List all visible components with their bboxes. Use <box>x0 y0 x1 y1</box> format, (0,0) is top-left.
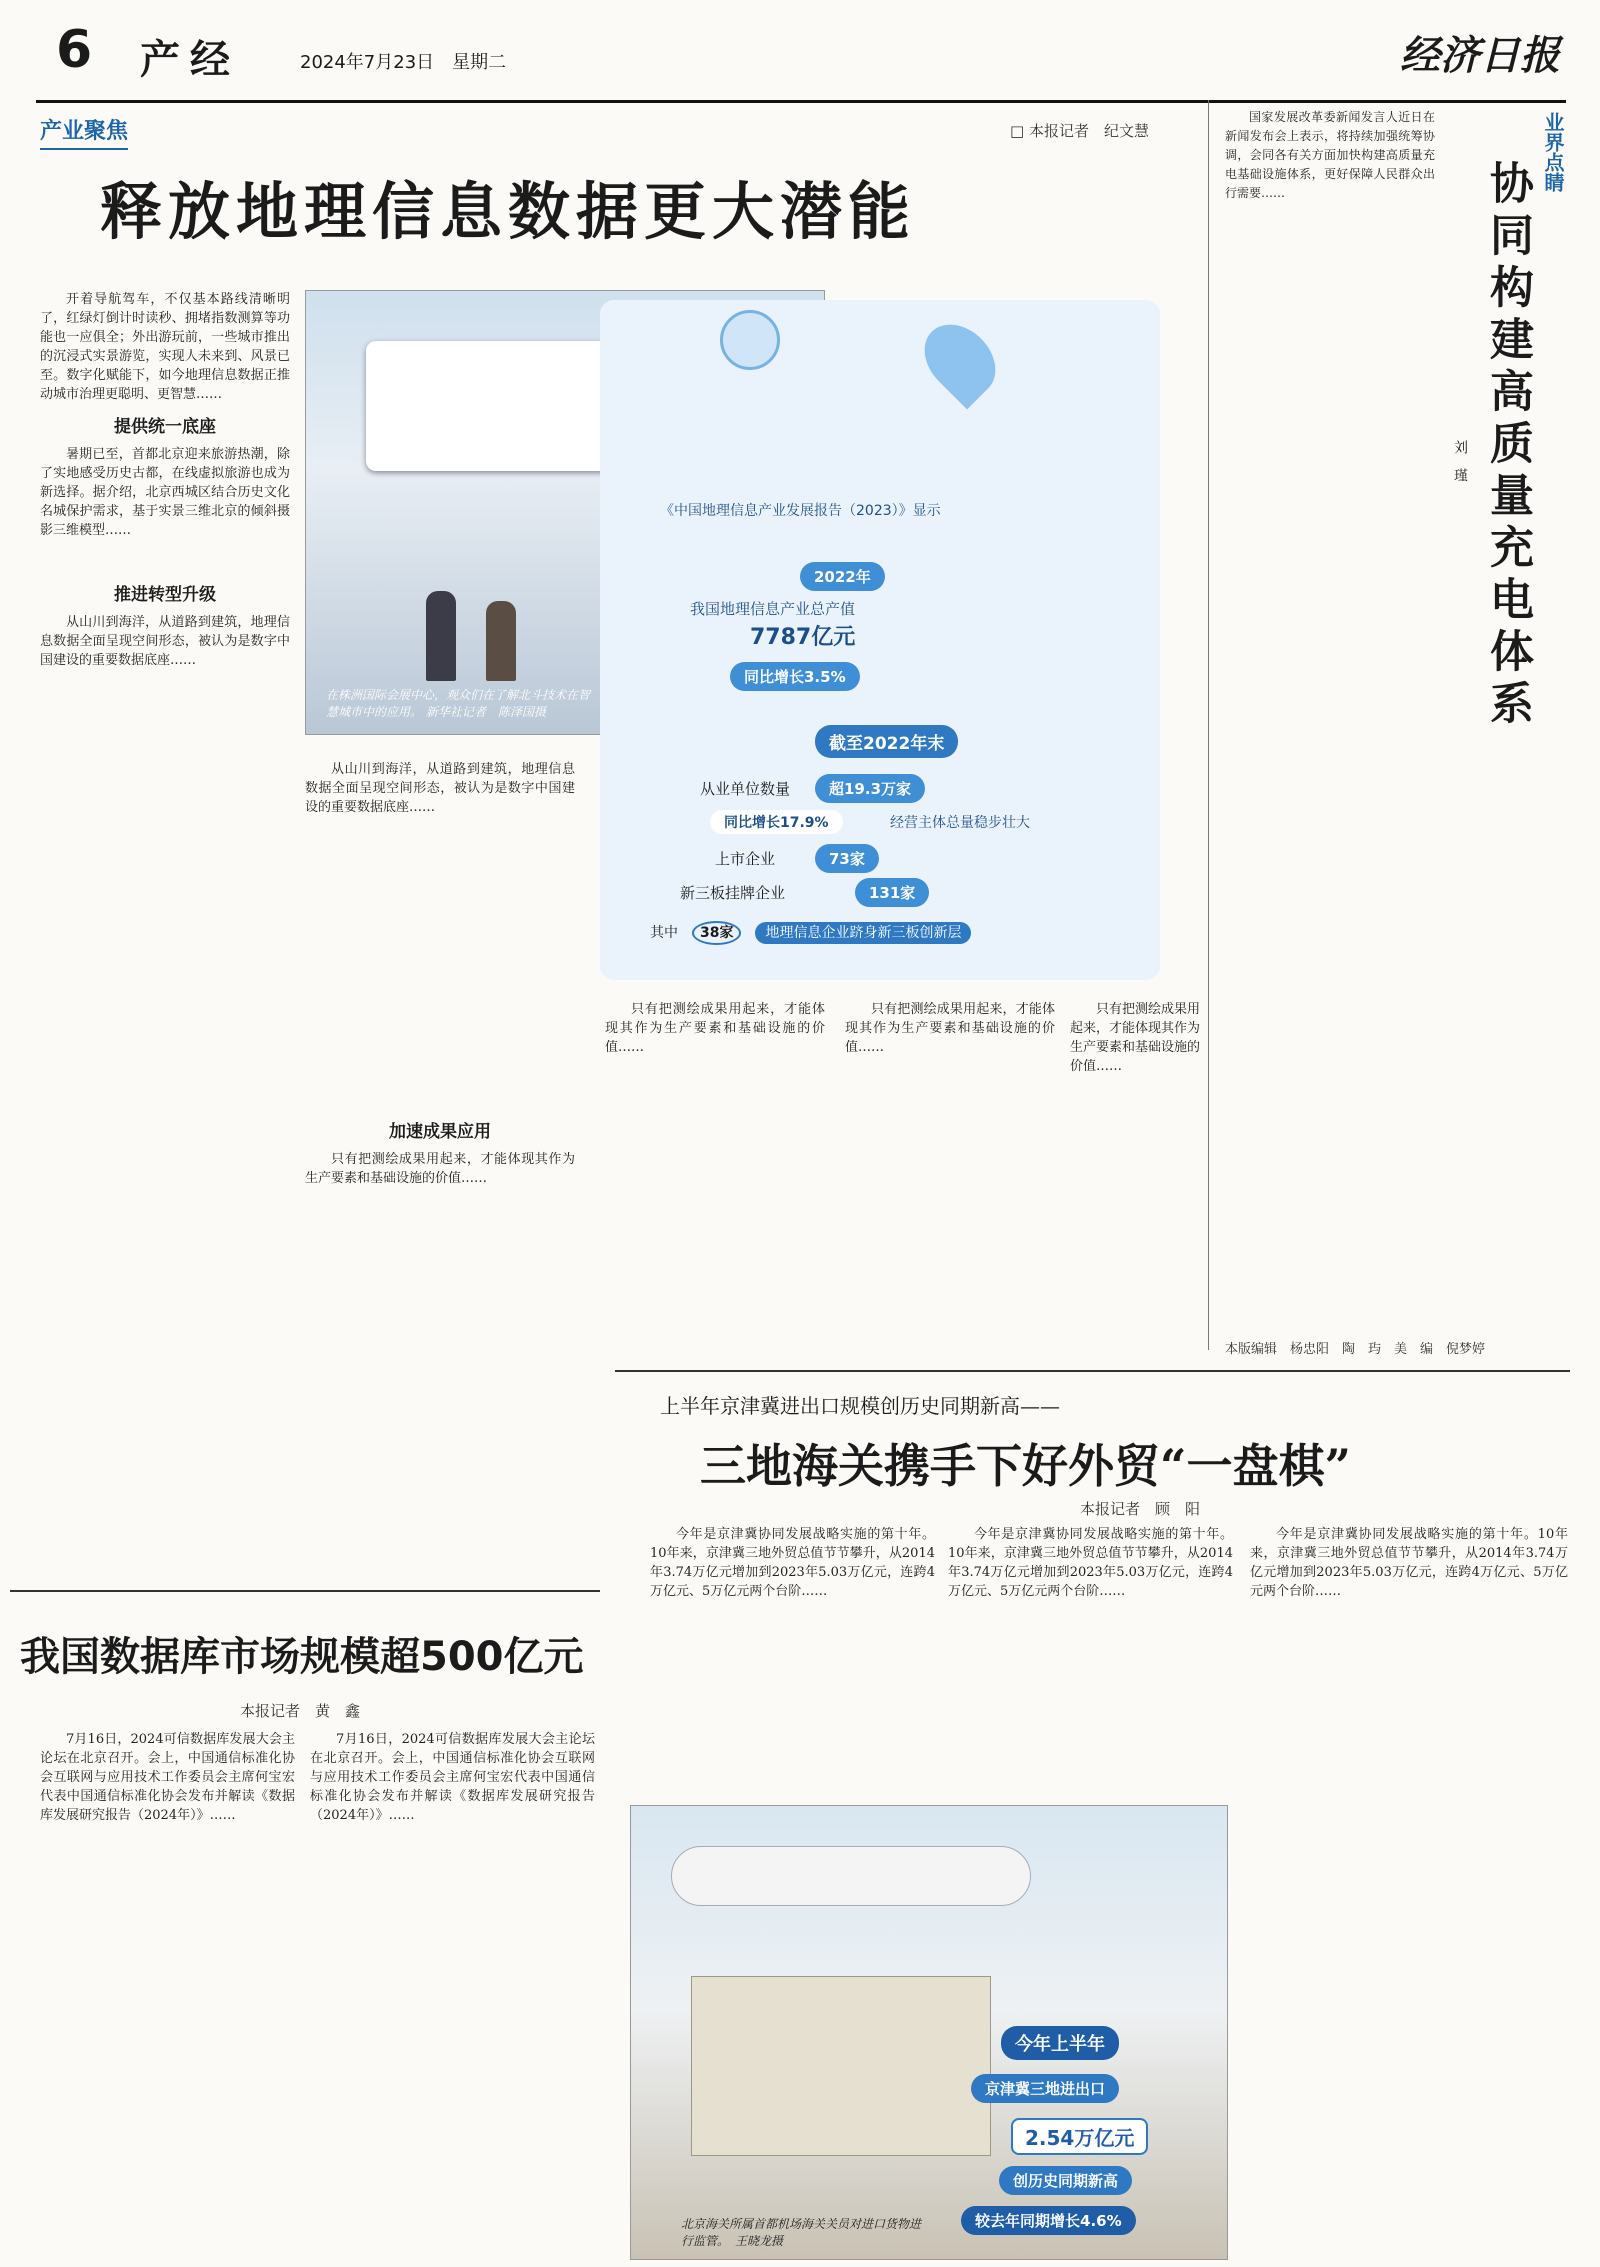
article-tag: 产业聚焦 <box>40 114 128 150</box>
lead-paragraph: 开着导航驾车，不仅基本路线清晰明了，红绿灯倒计时读秒、拥堵指数测算等功能也一应俱全；外出游玩前，一些城市推出的沉浸式实景游览，实现人未来到、风景已至。数字化赋能下，如今地理信息数据正推动城市治理更聪明、更智慧…… <box>40 292 290 402</box>
trade-body-3: 今年是京津冀协同发展战略实施的第十年。10年来，京津冀三地外贸总值节节攀升，从2014年3.74万亿元增加到2023年5.03万亿元，连跨4万亿元、5万亿元两个台阶…… <box>1250 1527 1568 1599</box>
airplane-shape <box>671 1846 1031 1906</box>
report-source: 《中国地理信息产业发展报告（2023）》显示 <box>660 503 941 519</box>
section-3-continued: 只有把测绘成果用起来，才能体现其作为生产要素和基础设施的价值…… <box>605 1002 825 1055</box>
location-pin-icon <box>911 311 1010 410</box>
page-number: 6 <box>56 20 93 80</box>
database-column-1 <box>40 1730 295 1825</box>
units-growth: 同比增长17.9% <box>710 810 843 834</box>
article-headline: 释放地理信息数据更大潜能 <box>100 175 917 248</box>
section-3-continued-3: 只有把测绘成果用起来，才能体现其作为生产要素和基础设施的价值…… <box>1070 1002 1201 1074</box>
commentary-body: 国家发展改革委新闻发言人近日在新闻发布会上表示，将持续加强统筹协调，会同各有关方面加快构建高质量充电基础设施体系，更好保障人民群众出行需要…… <box>1225 110 1435 200</box>
trade-column-1 <box>650 1525 935 1601</box>
header-rule <box>36 100 1566 103</box>
among-text: 地理信息企业跻身新三板创新层 <box>755 922 971 944</box>
trade-article-rule <box>615 1370 1570 1372</box>
visitor-figure <box>486 601 516 681</box>
commentary-text <box>1225 108 1435 203</box>
badge-title: 今年上半年 <box>1001 2026 1119 2060</box>
robot-icon <box>720 310 780 370</box>
statistics-infographic <box>600 300 1160 980</box>
database-body: 7月16日，2024可信数据库发展大会主论坛在北京召开。会上，中国通信标准化协会互联网与应用技术工作委员会主席何宝宏代表中国通信标准化协会发布并解读《数据库发展研究报告（2024年）》…… <box>40 1732 295 1823</box>
article-column-1 <box>40 290 290 670</box>
listed-value: 73家 <box>815 844 879 873</box>
article-column-5 <box>1070 1000 1200 1076</box>
newspaper-logo: 经济日报 <box>1400 32 1560 79</box>
year-badge: 2022年 <box>800 562 885 591</box>
database-byline: 本报记者 黄 鑫 <box>240 1702 361 1720</box>
total-growth: 同比增长3.5% <box>730 662 860 691</box>
database-body-2: 7月16日，2024可信数据库发展大会主论坛在北京召开。会上，中国通信标准化协会互联网与应用技术工作委员会主席何宝宏代表中国通信标准化协会发布并解读《数据库发展研究报告（2024年）》…… <box>310 1732 595 1823</box>
among-number: 38家 <box>692 921 741 945</box>
units-value: 超19.3万家 <box>815 774 925 803</box>
article-column-3 <box>605 1000 825 1057</box>
commentary-author: 刘 瑾 <box>1452 440 1468 482</box>
issue-date: 2024年7月23日 星期二 <box>300 52 507 73</box>
page-editors: 本版编辑 杨忠阳 陶 玙 美 编 倪梦婷 <box>1225 1342 1486 1357</box>
trade-kicker: 上半年京津冀进出口规模创历史同期新高—— <box>660 1394 1060 1418</box>
units-note: 经营主体总量稳步壮大 <box>890 815 1030 831</box>
year-end-banner: 截至2022年末 <box>815 725 958 758</box>
trade-body-2: 今年是京津冀协同发展战略实施的第十年。10年来，京津冀三地外贸总值节节攀升，从2014年3.74万亿元增加到2023年5.03万亿元，连跨4万亿元、5万亿元两个台阶…… <box>948 1527 1233 1599</box>
neeq-value: 131家 <box>855 878 929 907</box>
among-prefix: 其中 <box>650 925 678 941</box>
article-byline: □ 本报记者 纪文慧 <box>1010 122 1149 140</box>
database-headline: 我国数据库市场规模超500亿元 <box>20 1634 584 1680</box>
customs-photo <box>630 1805 1228 2260</box>
section-name: 产经 <box>140 36 240 83</box>
units-label: 从业单位数量 <box>700 780 791 798</box>
total-output-label: 我国地理信息产业总产值 <box>690 600 856 618</box>
database-column-2 <box>310 1730 595 1825</box>
trade-stat-badge <box>951 2026 1211 2246</box>
commentary-headline: 协同构建高质量充电体系 <box>1482 160 1533 732</box>
section-2-text: 从山川到海洋，从道路到建筑，地理信息数据全面呈现空间形态，被认为是数字中国建设的重要数据底座…… <box>40 615 290 668</box>
section-1-text: 暑期已至，首都北京迎来旅游热潮，除了实地感受历史古都，在线虚拟旅游也成为新选择。据介绍，北京西城区结合历史文化名城保护需求，基于实景三维北京的倾斜摄影三维模型…… <box>40 447 290 538</box>
subhead-2: 推进转型升级 <box>114 585 216 605</box>
section-3-text: 只有把测绘成果用起来，才能体现其作为生产要素和基础设施的价值…… <box>305 1152 575 1186</box>
neeq-label: 新三板挂牌企业 <box>680 884 786 902</box>
trade-headline: 三地海关携手下好外贸“一盘棋” <box>700 1439 1351 1493</box>
section-3-continued-2: 只有把测绘成果用起来，才能体现其作为生产要素和基础设施的价值…… <box>845 1002 1055 1055</box>
badge-label: 京津冀三地进出口 <box>971 2074 1119 2103</box>
column-divider <box>1208 100 1209 1350</box>
subhead-3: 加速成果应用 <box>389 1122 491 1142</box>
trade-byline: 本报记者 顾 阳 <box>1080 1500 1201 1518</box>
subhead-1: 提供统一底座 <box>114 417 216 437</box>
article-column-2 <box>305 760 575 1188</box>
article-column-4 <box>845 1000 1055 1057</box>
section-2-continued: 从山川到海洋，从道路到建筑，地理信息数据全面呈现空间形态，被认为是数字中国建设的重要数据底座…… <box>305 762 575 815</box>
listed-label: 上市企业 <box>715 850 776 868</box>
badge-growth: 较去年同期增长4.6% <box>961 2206 1136 2235</box>
commentary-tag: 业界点睛 <box>1541 112 1565 192</box>
customs-caption: 北京海关所属首都机场海关关员对进口货物进行监管。 王晓龙摄 <box>681 2217 922 2248</box>
badge-record: 创历史同期新高 <box>999 2166 1132 2195</box>
trade-body: 今年是京津冀协同发展战略实施的第十年。10年来，京津冀三地外贸总值节节攀升，从2014年3.74万亿元增加到2023年5.03万亿元，连跨4万亿元、5万亿元两个台阶…… <box>650 1527 935 1599</box>
total-output-value: 7787亿元 <box>750 625 856 650</box>
badge-value: 2.54万亿元 <box>1011 2118 1148 2155</box>
visitor-figure <box>426 591 456 681</box>
trade-column-3 <box>1250 1525 1568 1601</box>
database-article-rule <box>10 1590 600 1592</box>
innovation-tier-note <box>650 922 971 942</box>
trade-column-2 <box>948 1525 1233 1601</box>
photo-caption: 在株洲国际会展中心，观众们在了解北斗技术在智慧城市中的应用。 新华社记者 陈泽国摄 <box>326 688 591 719</box>
cargo-pallets <box>691 1976 991 2156</box>
